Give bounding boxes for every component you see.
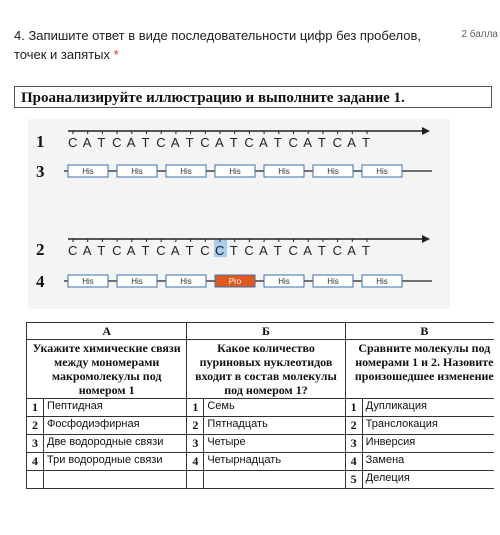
required-mark: * [113,47,119,62]
option-text: Дупликация [362,399,494,417]
answer-table [26,322,494,489]
amino-acid-label: His [376,167,388,176]
column-a-question: Укажите химические связи между мономерами макромолекулы под номером 1 [27,340,187,399]
nucleotide: C [112,135,122,150]
nucleotide: C [244,135,254,150]
dna-protein-diagram [28,119,450,309]
nucleotide: T [317,243,326,258]
nucleotide: T [185,135,194,150]
nucleotide: C [288,135,298,150]
option-number: 1 [27,399,44,417]
nucleotide: T [229,243,238,258]
option-number: 3 [345,435,362,453]
option-text: Делеция [362,471,494,489]
nucleotide: A [170,135,180,150]
nucleotide: C [332,243,342,258]
dna-arrow-head [422,235,430,243]
nucleotide: C [112,243,122,258]
row-label: 2 [36,240,45,259]
nucleotide: T [362,243,370,258]
column-c-letter: В [345,323,494,340]
table-row [27,399,495,417]
option-number: 5 [345,471,362,489]
option-number: 3 [27,435,44,453]
option-text: Инверсия [362,435,494,453]
nucleotide: A [126,243,136,258]
amino-acid-label: His [327,167,339,176]
option-text: Фосфодиэфирная [44,417,187,435]
nucleotide: T [141,135,150,150]
nucleotide: T [97,243,106,258]
nucleotide: A [347,135,356,150]
nucleotide: T [229,135,238,150]
question-title [14,26,444,64]
nucleotide: T [317,135,326,150]
amino-acid-label: His [131,167,143,176]
nucleotide: A [303,135,312,150]
amino-acid-label: His [131,277,143,286]
amino-acid-label: His [327,277,339,286]
nucleotide: C [332,135,342,150]
column-a-letter: А [27,323,187,340]
amino-acid-label: His [180,277,192,286]
nucleotide: T [273,243,282,258]
nucleotide: C [215,243,225,258]
option-number: 4 [27,453,44,471]
nucleotide: A [82,135,92,150]
amino-acid-label: His [376,277,388,286]
option-text: Четыре [204,435,345,453]
column-c-question: Сравните молекулы под номерами 1 и 2. Назовите произошедшее изменение [345,340,494,399]
option-number: 4 [187,453,204,471]
nucleotide: T [185,243,194,258]
option-text [44,471,187,489]
task-image [14,86,494,532]
nucleotide: C [200,135,210,150]
amino-acid-label: His [278,167,290,176]
nucleotide: T [273,135,282,150]
option-text: Две водородные связи [44,435,187,453]
nucleotide: A [259,135,268,150]
table-row [27,435,495,453]
option-text: Семь [204,399,345,417]
option-text [204,471,345,489]
amino-acid-label: His [278,277,290,286]
option-text: Пептидная [44,399,187,417]
option-text: Замена [362,453,494,471]
column-b-question: Какое количество пуриновых нуклеотидов входит в состав молекулы под номером 1? [187,340,345,399]
dna-illustration [28,119,450,309]
nucleotide: C [68,135,78,150]
nucleotide: T [362,135,370,150]
nucleotide: A [347,243,356,258]
option-number: 3 [187,435,204,453]
nucleotide: A [259,243,268,258]
option-text: Четырнадцать [204,453,345,471]
amino-acid-label: Pro [228,277,242,286]
table-letter-row [27,323,495,340]
nucleotide: A [126,135,136,150]
option-number: 2 [345,417,362,435]
dna-arrow-head [422,127,430,135]
option-number: 2 [27,417,44,435]
task-header: Проанализируйте иллюстрацию и выполните задание 1. [14,86,492,108]
nucleotide: T [97,135,106,150]
column-b-letter: Б [187,323,345,340]
table-question-row [27,340,495,399]
option-number [27,471,44,489]
nucleotide: A [170,243,180,258]
option-number: 1 [345,399,362,417]
table-row [27,471,495,489]
amino-acid-label: His [229,167,241,176]
amino-acid-label: His [82,277,94,286]
option-text: Транслокация [362,417,494,435]
nucleotide: T [141,243,150,258]
question-text: 4. Запишите ответ в виде последовательности цифр без пробелов, точек и запятых [14,28,421,62]
table-row [27,453,495,471]
nucleotide: C [200,243,210,258]
nucleotide: C [68,243,78,258]
nucleotide: A [303,243,312,258]
nucleotide: C [244,243,254,258]
nucleotide: C [288,243,298,258]
option-number [187,471,204,489]
row-label: 3 [36,162,45,181]
option-number: 2 [187,417,204,435]
amino-acid-label: His [82,167,94,176]
row-label: 1 [36,132,45,151]
nucleotide: C [156,243,166,258]
nucleotide: C [156,135,166,150]
option-text: Пятнадцать [204,417,345,435]
option-number: 1 [187,399,204,417]
nucleotide: A [82,243,92,258]
option-number: 4 [345,453,362,471]
points-label: 2 балла [461,29,498,40]
option-text: Три водородные связи [44,453,187,471]
table-row [27,417,495,435]
amino-acid-label: His [180,167,192,176]
nucleotide: A [215,135,224,150]
row-label: 4 [36,272,45,291]
